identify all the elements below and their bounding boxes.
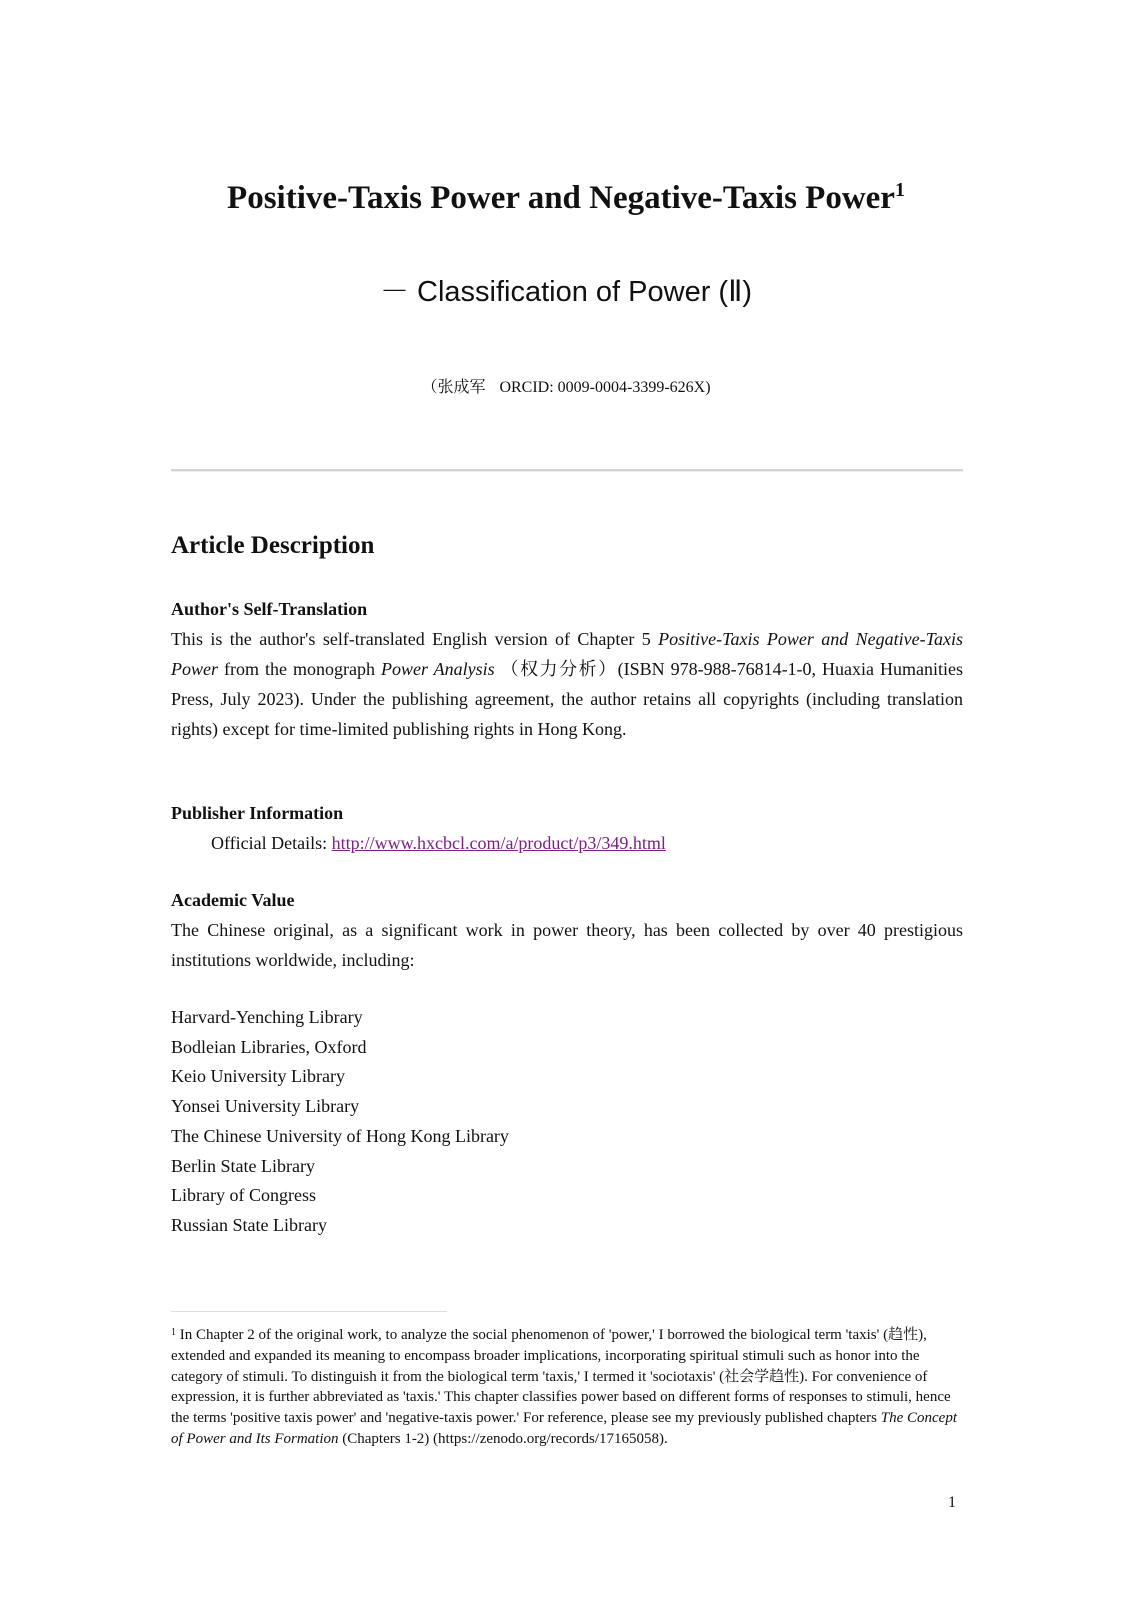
list-item: Berlin State Library (171, 1155, 315, 1176)
list-item: Russian State Library (171, 1214, 327, 1235)
list-item: Keio University Library (171, 1066, 345, 1087)
self-translation-paragraph (171, 624, 963, 744)
self-translation-heading: Author's Self-Translation (171, 599, 368, 619)
title-text: Positive-Taxis Power and Negative-Taxis Power (227, 180, 895, 216)
section-heading: Article Description (171, 532, 375, 559)
publisher-details (171, 828, 963, 858)
publisher-heading: Publisher Information (171, 803, 344, 823)
author-name: （张成军 (421, 379, 486, 396)
self-translation-section (171, 594, 963, 744)
title-divider (171, 469, 963, 472)
footnote (171, 1325, 961, 1450)
text-run: （权力分析）(ISBN 978-988-76814-1-0, Huaxia Humanities Press, July 2023). Under the publishing agreement, the author retains all copyrights (including translation rights) except for time-limited publishing rights in Hong Kong. (171, 659, 964, 739)
text-run: from the monograph (218, 659, 381, 679)
title-footnote-mark[interactable]: 1 (894, 179, 905, 201)
footnote-text: In Chapter 2 of the original work, to analyze the social phenomenon of 'power,' I borrowed the biological term 'taxis' (趋性), extended and expanded its meaning to encompass broader implications, incorporating spiritual stimuli such as honor into the category of stimuli. To distinguish it from the biological term 'taxis,' I termed it 'sociotaxis' (社会学趋性). For convenience of expression, it is further abbreviated as 'taxis.' This chapter classifies power based on different forms of responses to stimuli, hence the terms 'positive taxis power' and 'negative-taxis power.' For reference, please see my previously published chapters (171, 1327, 951, 1427)
page-number: 1 (948, 1494, 956, 1511)
academic-value-heading: Academic Value (171, 890, 295, 910)
academic-value-paragraph: The Chinese original, as a significant work in power theory, has been collected by over 40 prestigious institutions worldwide, including: (171, 920, 963, 970)
text-run: This is the author's self-translated English version of Chapter 5 (171, 629, 659, 649)
document-subtitle: － Classification of Power (Ⅱ) (379, 276, 753, 308)
list-item: Yonsei University Library (171, 1096, 360, 1117)
author-orcid: ORCID: 0009-0004-3399-626X) (499, 379, 711, 396)
academic-value-section (171, 885, 963, 975)
library-list (171, 1003, 963, 1241)
chapter-title: Positive-Taxis Power and Negative-Taxis Power (171, 629, 963, 679)
list-item: Harvard-Yenching Library (171, 1007, 363, 1027)
publisher-link[interactable]: http://www.hxcbcl.com/a/product/p3/349.html (331, 833, 666, 853)
document-title (0, 176, 1132, 220)
list-item: The Chinese University of Hong Kong Library (171, 1125, 509, 1146)
footnote-divider (171, 1311, 447, 1312)
publisher-label: Official Details: (211, 833, 332, 853)
footnote-ref-title: The Concept of Power and Its Formation (171, 1410, 958, 1447)
publisher-section (171, 798, 963, 858)
list-item: Bodleian Libraries, Oxford (171, 1036, 367, 1057)
footnote-mark: 1 (171, 1327, 176, 1338)
footnote-text-end: (Chapters 1-2) (https://zenodo.org/records/17165058). (338, 1430, 668, 1447)
list-item: Library of Congress (171, 1185, 316, 1206)
author-line (0, 376, 1132, 400)
monograph-title: Power Analysis (380, 659, 495, 679)
